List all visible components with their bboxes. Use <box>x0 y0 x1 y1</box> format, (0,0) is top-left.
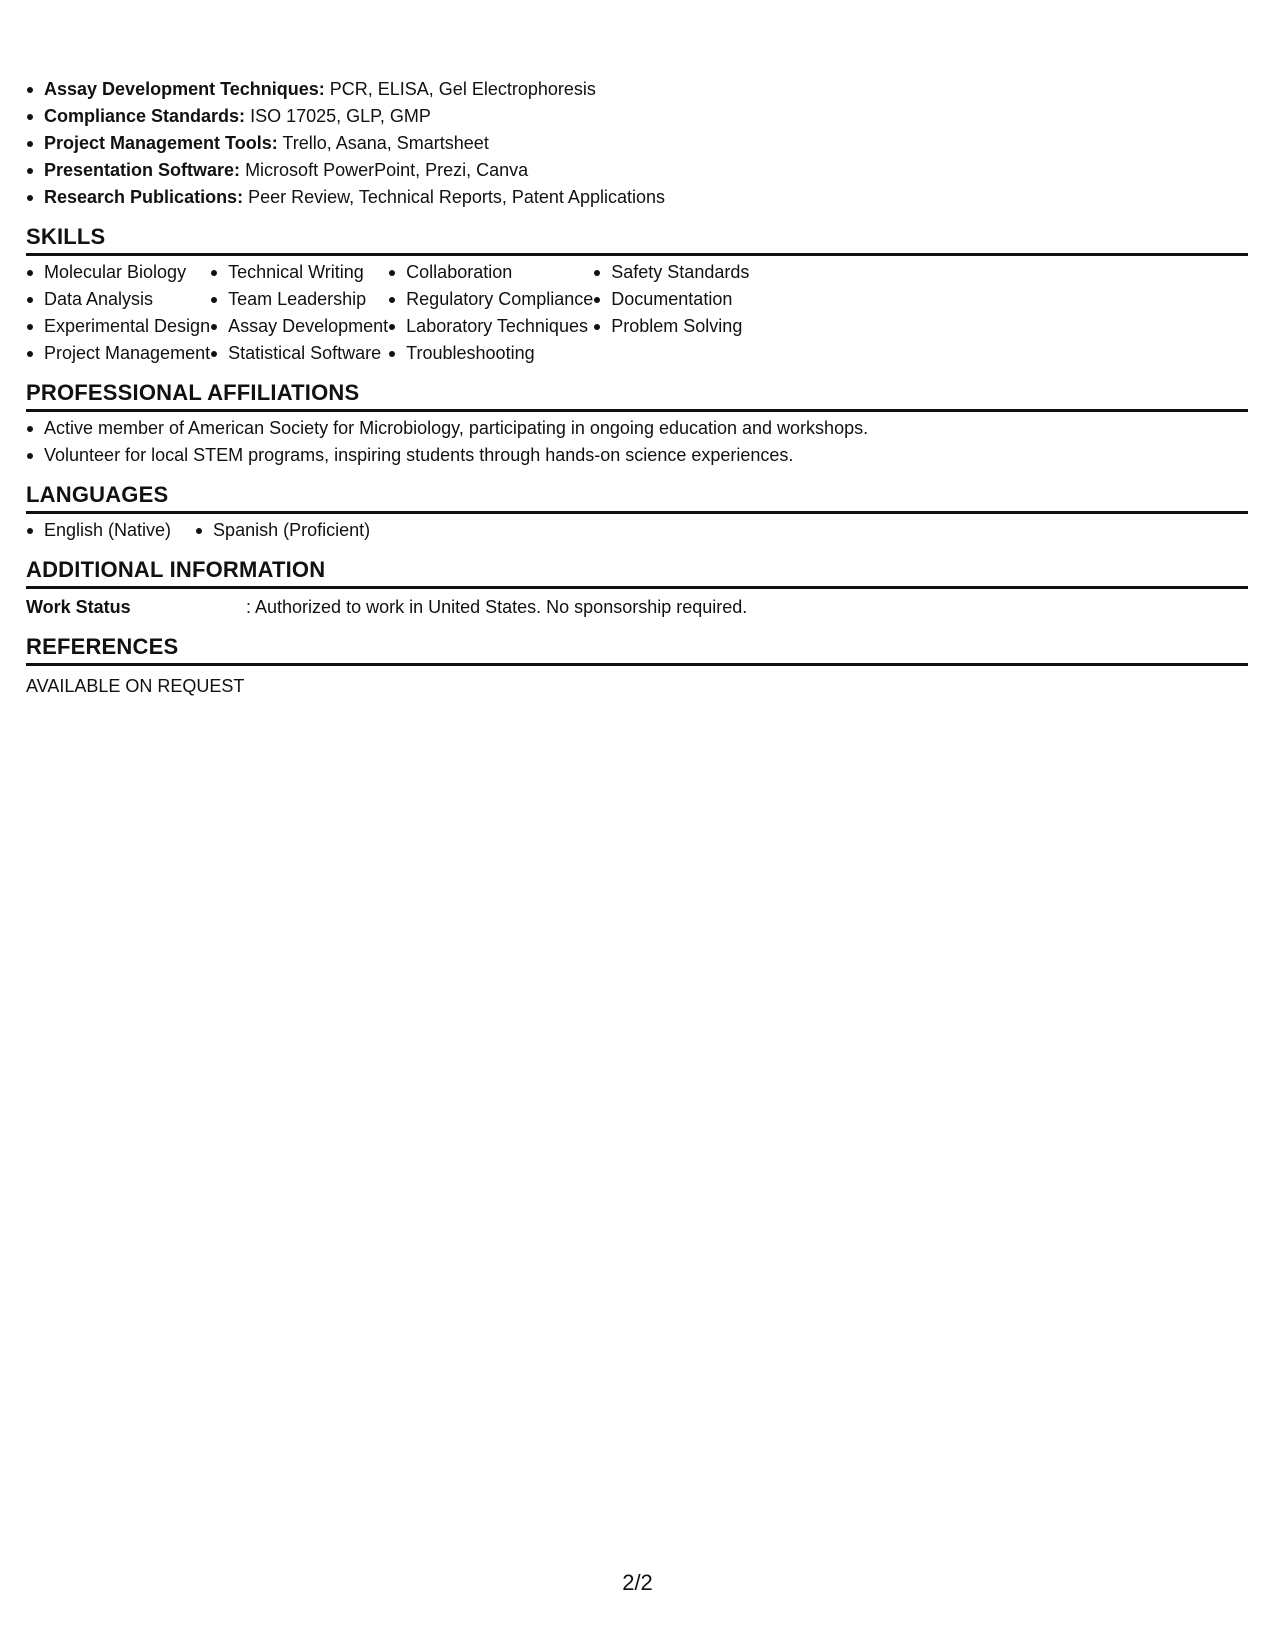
skills-column <box>388 259 593 367</box>
list-item <box>26 130 1248 157</box>
list-item <box>26 157 1248 184</box>
languages-section <box>26 481 1248 544</box>
affiliation-item: Active member of American Society for Microbiology, participating in ongoing education and workshops. <box>26 415 1248 442</box>
affiliation-item: Volunteer for local STEM programs, inspiring students through hands-on science experiences. <box>26 442 1248 469</box>
skill-item: Experimental Design <box>26 313 210 340</box>
tool-category: Research Publications: <box>44 187 244 207</box>
skill-item: Documentation <box>593 286 749 313</box>
additional-info-section <box>26 556 1248 621</box>
tool-category: Presentation Software: <box>44 160 241 180</box>
section-title-affiliations: PROFESSIONAL AFFILIATIONS <box>26 379 1248 412</box>
skill-item: Data Analysis <box>26 286 210 313</box>
references-text: AVAILABLE ON REQUEST <box>26 676 245 696</box>
skill-item: Regulatory Compliance <box>388 286 593 313</box>
page-number: 2/2 <box>622 1570 653 1595</box>
tools-list <box>26 76 1248 211</box>
section-title-references: REFERENCES <box>26 633 1248 666</box>
tool-value: Peer Review, Technical Reports, Patent Applications <box>248 187 665 207</box>
skill-item: Statistical Software <box>210 340 388 367</box>
work-status-label: Work Status <box>26 597 131 617</box>
list-item <box>26 76 1248 103</box>
section-title-additional-info: ADDITIONAL INFORMATION <box>26 556 1248 589</box>
skill-item: Molecular Biology <box>26 259 210 286</box>
references-section <box>26 633 1248 700</box>
affiliations-list <box>26 415 1248 469</box>
tool-value: ISO 17025, GLP, GMP <box>250 106 431 126</box>
skill-item: Technical Writing <box>210 259 388 286</box>
skills-column <box>593 259 749 367</box>
tool-category: Compliance Standards: <box>44 106 246 126</box>
skill-item: Safety Standards <box>593 259 749 286</box>
tool-value: Trello, Asana, Smartsheet <box>282 133 489 153</box>
skill-item: Problem Solving <box>593 313 749 340</box>
work-status-row <box>26 592 1248 621</box>
affiliations-section <box>26 379 1248 469</box>
skill-item: Project Management <box>26 340 210 367</box>
resume-page <box>26 76 1248 700</box>
languages-list <box>26 517 1248 544</box>
skills-column <box>210 259 388 367</box>
work-status-value: : Authorized to work in United States. No sponsorship required. <box>246 597 748 617</box>
language-item: English (Native) <box>26 517 171 544</box>
language-item: Spanish (Proficient) <box>195 517 370 544</box>
skill-item: Collaboration <box>388 259 593 286</box>
section-title-skills: SKILLS <box>26 223 1248 256</box>
skill-item: Laboratory Techniques <box>388 313 593 340</box>
section-title-languages: LANGUAGES <box>26 481 1248 514</box>
tool-value: PCR, ELISA, Gel Electrophoresis <box>329 79 596 99</box>
tool-category: Assay Development Techniques: <box>44 79 325 99</box>
skill-item: Team Leadership <box>210 286 388 313</box>
skill-item: Troubleshooting <box>388 340 593 367</box>
skills-column <box>26 259 210 367</box>
tool-category: Project Management Tools: <box>44 133 278 153</box>
list-item <box>26 103 1248 130</box>
skill-item: Assay Development <box>210 313 388 340</box>
tool-value: Microsoft PowerPoint, Prezi, Canva <box>245 160 529 180</box>
skills-section <box>26 223 1248 367</box>
skills-grid <box>26 259 1248 367</box>
list-item <box>26 184 1248 211</box>
